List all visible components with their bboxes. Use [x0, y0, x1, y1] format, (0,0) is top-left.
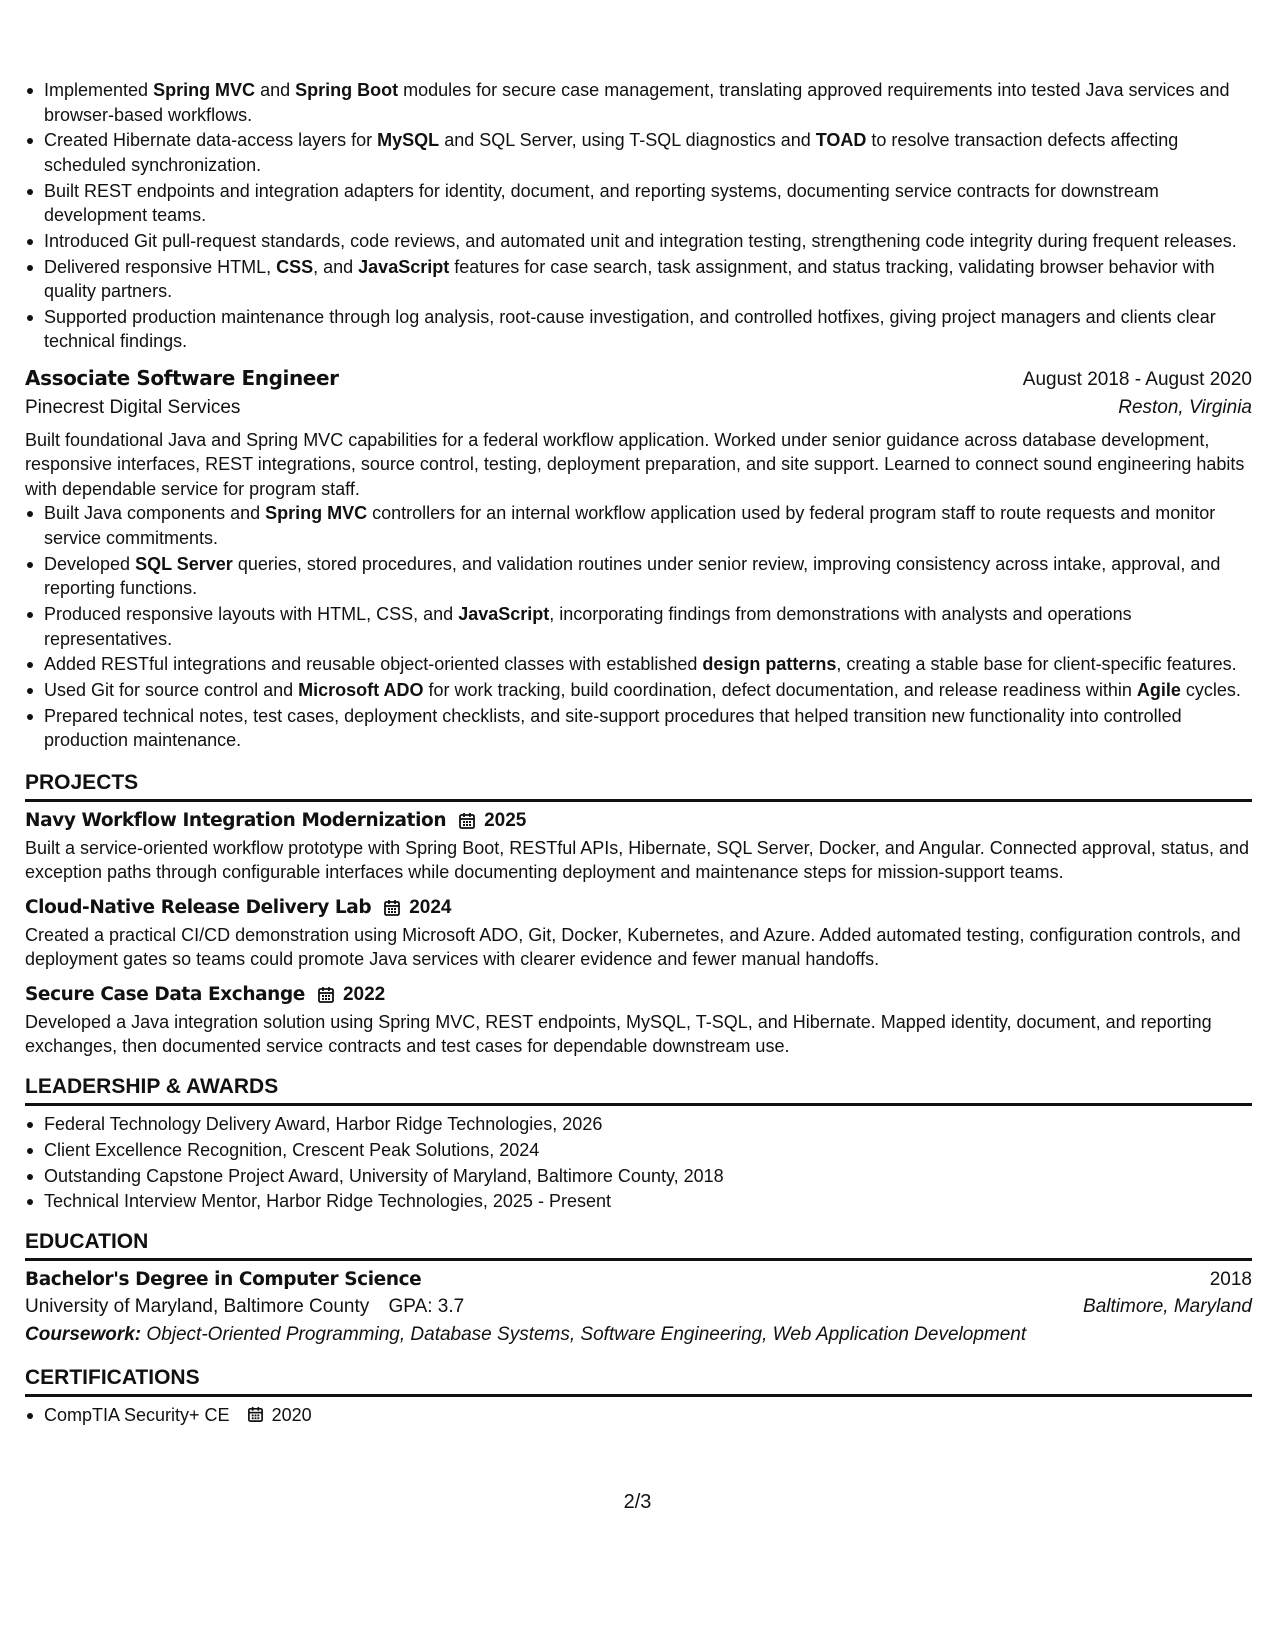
- project-item: [25, 897, 1252, 972]
- experience-continued-bullets: [25, 78, 1252, 354]
- project-description: Created a practical CI/CD demonstration using Microsoft ADO, Git, Docker, Kubernetes, and Azure. Added automated testing, configuration controls, and deployment gates so teams could promote Java services with clearer evidence and fewer manual handoffs.: [25, 924, 1241, 970]
- project-item: [25, 810, 1252, 885]
- job-location: Reston, Virginia: [1118, 396, 1252, 418]
- text-run: Used Git for source control and: [44, 680, 299, 701]
- text-run: features for case search, task assignment, and status tracking, validating browser behavior with quality partners.: [44, 256, 1215, 302]
- list-item: [25, 305, 1252, 354]
- bold-term: SQL Server: [135, 553, 233, 574]
- text-run: cycles.: [1180, 680, 1241, 701]
- job-title: Associate Software Engineer: [25, 365, 339, 390]
- list-item: [25, 255, 1252, 304]
- text-run: for work tracking, build coordination, defect documentation, and release readiness within: [423, 680, 1137, 701]
- project-title: Cloud-Native Release Delivery Lab: [25, 897, 372, 919]
- text-run: Delivered responsive HTML,: [44, 256, 277, 277]
- section-title-leadership: LEADERSHIP & AWARDS: [25, 1075, 1252, 1106]
- project-item: [25, 984, 1252, 1059]
- leadership-list: [25, 1112, 1252, 1214]
- certifications-section: [25, 1366, 1252, 1428]
- page-number: 2/3: [623, 1491, 652, 1513]
- text-run: to resolve transaction defects affecting scheduled synchronization.: [44, 130, 1179, 175]
- text-run: queries, stored procedures, and validation routines under senior review, improving consistency across intake, approval, and reporting functions.: [44, 553, 1221, 599]
- text-run: , and: [313, 256, 359, 277]
- text-run: Produced responsive layouts with HTML, CSS, and: [44, 604, 459, 625]
- bold-term: JavaScript: [458, 604, 550, 625]
- list-item: [25, 678, 1252, 703]
- cert-name: CompTIA Security+ CE: [44, 1404, 230, 1425]
- bold-term: Spring MVC: [153, 80, 256, 100]
- school-name: University of Maryland, Baltimore County: [25, 1295, 370, 1317]
- list-item: [25, 179, 1252, 228]
- list-item: [25, 229, 1252, 254]
- text-run: and SQL Server, using T-SQL diagnostics and: [439, 130, 816, 151]
- degree-year: 2018: [1209, 1268, 1252, 1290]
- school-location: Baltimore, Maryland: [1083, 1295, 1252, 1317]
- bold-term: Microsoft ADO: [298, 680, 424, 701]
- job-bullets: [25, 501, 1252, 752]
- calendar-icon: [247, 1406, 264, 1423]
- list-item: [25, 652, 1252, 677]
- text-run: Implemented: [44, 80, 154, 100]
- project-year: 2022: [342, 983, 386, 1005]
- projects-section: [25, 771, 1252, 1059]
- degree-title: Bachelor's Degree in Computer Science: [25, 1268, 422, 1290]
- bold-term: design patterns: [702, 654, 837, 675]
- text-run: modules for secure case management, translating approved requirements into tested Java services and browser-based workflows.: [44, 80, 1230, 125]
- certifications-list: [25, 1403, 1252, 1428]
- coursework: [25, 1324, 1252, 1346]
- text-run: Built Java components and: [44, 503, 266, 524]
- text-run: and: [255, 80, 296, 100]
- list-item: [25, 602, 1252, 651]
- text-run: Created Hibernate data-access layers for: [44, 130, 378, 151]
- text-run: controllers for an internal workflow application used by federal program staff to route requests and monitor service commitments.: [44, 503, 1216, 548]
- job-company: Pinecrest Digital Services: [25, 396, 241, 418]
- list-item: Federal Technology Delivery Award, Harbor Ridge Technologies, 2026: [25, 1112, 1252, 1137]
- coursework-label: Coursework:: [25, 1323, 142, 1345]
- list-item: [25, 552, 1252, 601]
- project-year: 2025: [484, 809, 527, 831]
- project-description: Built a service-oriented workflow prototype with Spring Boot, RESTful APIs, Hibernate, SQL Server, Docker, and Angular. Connected approval, status, and exception paths through configurable interfaces while documenting deployment and maintenance steps for mission-support teams.: [25, 837, 1249, 883]
- section-title-projects: PROJECTS: [25, 771, 1252, 802]
- list-item: Outstanding Capstone Project Award, University of Maryland, Baltimore County, 2018: [25, 1164, 1252, 1189]
- bold-term: TOAD: [815, 130, 867, 151]
- bold-term: Spring MVC: [265, 503, 368, 524]
- section-title-certifications: CERTIFICATIONS: [25, 1366, 1252, 1397]
- bold-term: Spring Boot: [295, 80, 399, 100]
- education-section: [25, 1230, 1252, 1346]
- project-title: Secure Case Data Exchange: [25, 984, 305, 1006]
- text-run: Introduced Git pull-request standards, code reviews, and automated unit and integration testing, strengthening code integrity during frequent releases.: [44, 230, 1237, 251]
- text-run: Developed: [44, 553, 136, 574]
- job-summary: Built foundational Java and Spring MVC capabilities for a federal workflow application. Worked under senior guidance across database development, responsive interfaces, REST integrations, source control, testing, deployment preparation, and site support. Learned to connect sound engineering habits with dependable service for program staff.: [25, 429, 1245, 499]
- bold-term: JavaScript: [358, 256, 450, 277]
- calendar-icon: [383, 899, 401, 917]
- project-description: Developed a Java integration solution using Spring MVC, REST endpoints, MySQL, T-SQL, and Hibernate. Mapped identity, document, and reporting exchanges, then documented service contracts and test cases for dependable downstream use.: [25, 1011, 1212, 1057]
- text-run: , creating a stable base for client-specific features.: [836, 654, 1237, 675]
- list-item: Technical Interview Mentor, Harbor Ridge Technologies, 2025 - Present: [25, 1189, 1252, 1214]
- text-run: Added RESTful integrations and reusable object-oriented classes with established: [44, 654, 703, 675]
- project-title: Navy Workflow Integration Modernization: [25, 810, 447, 832]
- text-run: Built REST endpoints and integration adapters for identity, document, and reporting systems, documenting service contracts for downstream development teams.: [44, 180, 1159, 226]
- bold-term: CSS: [276, 256, 314, 277]
- calendar-icon: [317, 986, 335, 1004]
- resume-page: [25, 78, 1252, 1429]
- list-item: Client Excellence Recognition, Crescent Peak Solutions, 2024: [25, 1138, 1252, 1163]
- calendar-icon: [458, 812, 476, 830]
- job-entry: [25, 366, 1252, 753]
- text-run: Supported production maintenance through log analysis, root-cause investigation, and controlled hotfixes, giving project managers and clients clear technical findings.: [44, 306, 1216, 352]
- text-run: , incorporating findings from demonstrations with analysts and operations representatives.: [44, 604, 1132, 649]
- bold-term: MySQL: [377, 130, 440, 151]
- cert-year: 2020: [271, 1404, 312, 1425]
- bold-term: Agile: [1136, 680, 1181, 701]
- section-title-education: EDUCATION: [25, 1230, 1252, 1261]
- leadership-section: [25, 1075, 1252, 1214]
- coursework-list: Object-Oriented Programming, Database Systems, Software Engineering, Web Application Development: [146, 1323, 1027, 1345]
- gpa: GPA: 3.7: [388, 1295, 465, 1317]
- text-run: Prepared technical notes, test cases, deployment checklists, and site-support procedures that helped transition new functionality into controlled production maintenance.: [44, 705, 1182, 751]
- project-year: 2024: [409, 896, 452, 918]
- list-item: [25, 704, 1252, 753]
- list-item: [25, 501, 1252, 550]
- job-dates: August 2018 - August 2020: [1022, 368, 1252, 390]
- projects-list: [25, 810, 1252, 1059]
- list-item: [25, 1403, 1252, 1428]
- list-item: [25, 78, 1252, 127]
- list-item: [25, 128, 1252, 177]
